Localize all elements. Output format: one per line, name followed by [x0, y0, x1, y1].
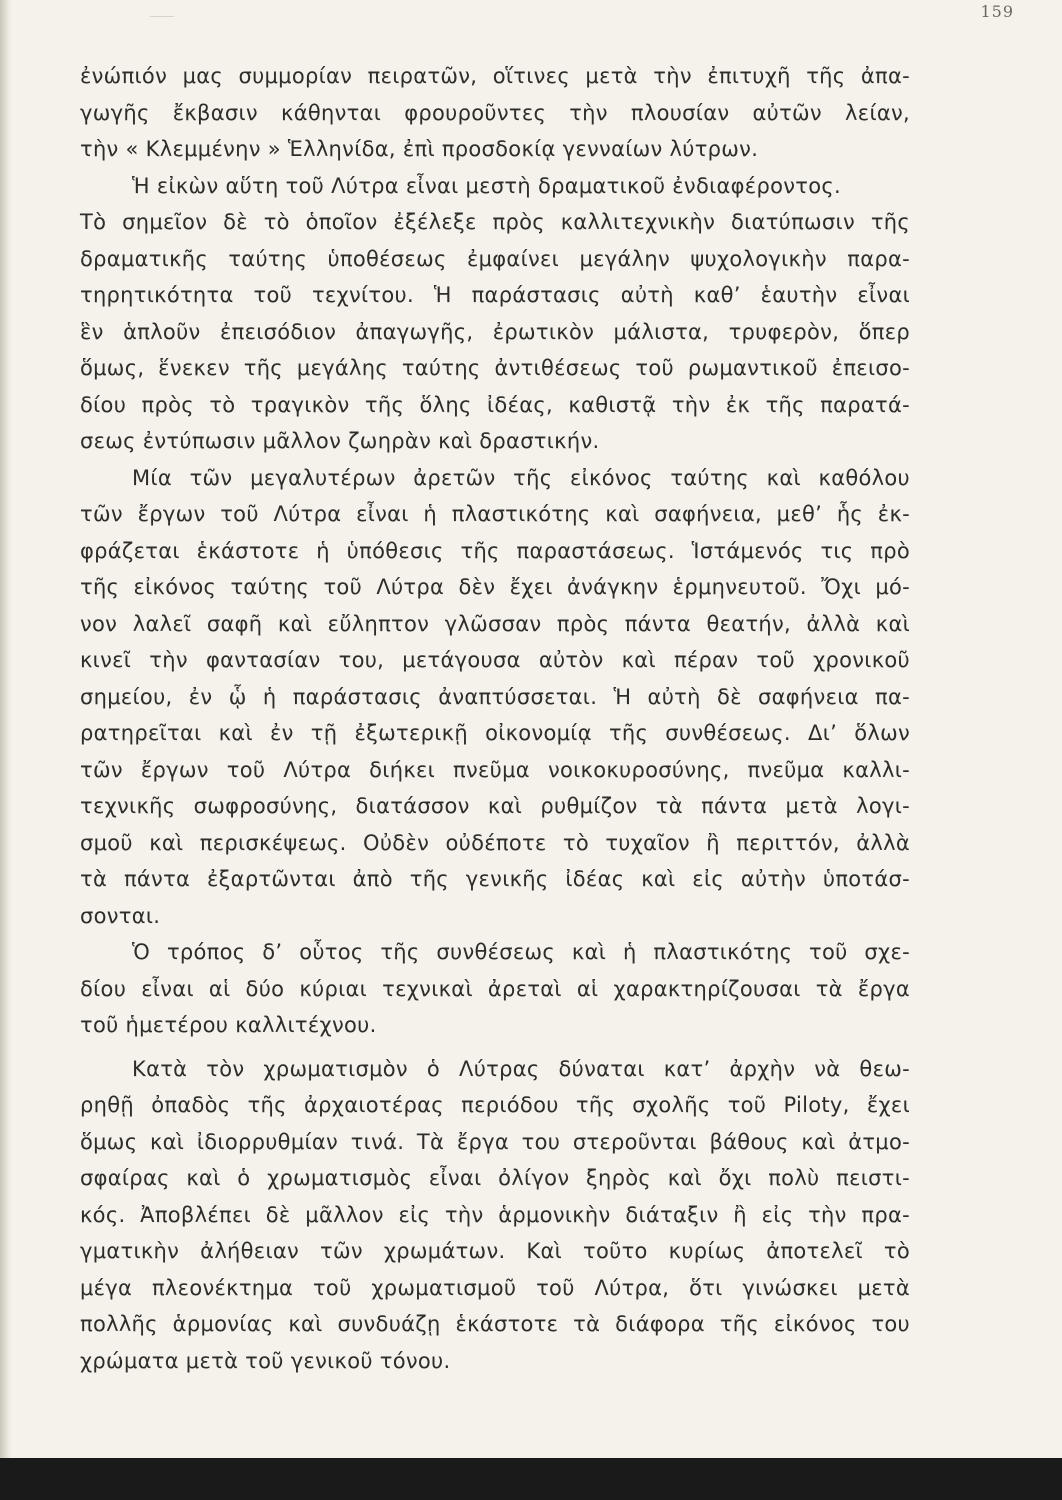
text-body	[80, 58, 910, 1379]
text-line: τὴν « Κλεμμένην » Ἑλληνίδα, ἐπὶ προσδοκίᾳ γενναίων λύτρων.	[80, 137, 759, 161]
text-line: χρώματα μετὰ τοῦ γενικοῦ τόνου.	[80, 1348, 451, 1373]
text-line: ὅμως, ἕνεκεν τῆς μεγάλης ταύτης ἀντιθέσεως τοῦ ρωμαντικοῦ ἐπεισο-	[80, 356, 910, 380]
text-line: πολλῆς ἁρμονίας καὶ συνδυάζῃ ἑκάστοτε τὰ διάφορα τῆς εἰκόνος του	[80, 1312, 910, 1336]
paragraph-2	[80, 168, 910, 460]
text-line: ὅμως καὶ ἰδιορρυθμίαν τινά. Τὰ ἔργα του στεροῦνται βάθους καὶ ἀτμο-	[80, 1129, 910, 1154]
text-line: ἓν ἁπλοῦν ἐπεισόδιον ἀπαγωγῆς, ἐρωτικὸν μάλιστα, τρυφερὸν, ὅπερ	[80, 319, 910, 344]
text-line: σεως ἐντύπωσιν μᾶλλον ζωηρὰν καὶ δραστικήν.	[80, 429, 600, 453]
text-line: ρατηρεῖται καὶ ἐν τῇ ἐξωτερικῇ οἰκονομίᾳ τῆς συνθέσεως. Δι’ ὅλων	[80, 721, 910, 745]
text-line: Ἡ εἰκὼν αὕτη τοῦ Λύτρα εἶναι μεστὴ δραματικοῦ ἐνδιαφέροντος.	[132, 173, 841, 198]
text-line: μέγα πλεονέκτημα τοῦ χρωματισμοῦ τοῦ Λύτρα, ὅτι γινώσκει μετὰ	[80, 1275, 910, 1300]
text-line: τεχνικῆς σωφροσύνης, διατάσσον καὶ ρυθμίζον τὰ πάντα μετὰ λογι-	[80, 794, 910, 818]
page-number: 159	[980, 2, 1014, 21]
text-line: τῆς εἰκόνος ταύτης τοῦ Λύτρα δὲν ἔχει ἀνάγκην ἑρμηνευτοῦ. Ὄχι μό-	[80, 575, 910, 599]
text-line: τῶν ἔργων τοῦ Λύτρα διήκει πνεῦμα νοικοκυροσύνης, πνεῦμα καλλι-	[80, 757, 910, 782]
scan-bottom-bar	[0, 1458, 1062, 1500]
text-line: δίου πρὸς τὸ τραγικὸν τῆς ὅλης ἰδέας, καθιστᾷ τὴν ἐκ τῆς παρατά-	[80, 392, 910, 417]
text-line: σημείου, ἐν ᾧ ἡ παράστασις ἀναπτύσσεται. Ἡ αὐτὴ δὲ σαφήνεια πα-	[80, 684, 910, 709]
paragraph-1	[80, 58, 910, 168]
text-line: νον λαλεῖ σαφῆ καὶ εὔληπτον γλῶσσαν πρὸς πάντα θεατήν, ἀλλὰ καὶ	[80, 611, 910, 636]
text-line: κινεῖ τὴν φαντασίαν του, μετάγουσα αὐτὸν καὶ πέραν τοῦ χρονικοῦ	[80, 648, 910, 672]
page-edge-shadow	[0, 0, 12, 1458]
text-line: Κατὰ τὸν χρωματισμὸν ὁ Λύτρας δύναται κατ’ ἀρχὴν νὰ θεω-	[132, 1056, 910, 1081]
text-line: σφαίρας καὶ ὁ χρωματισμὸς εἶναι ὀλίγον ξηρὸς καὶ ὄχι πολὺ πειστι-	[80, 1166, 910, 1190]
paragraph-5	[80, 1051, 910, 1380]
paragraph-4	[80, 934, 910, 1044]
text-line: δραματικῆς ταύτης ὑποθέσεως ἐμφαίνει μεγάλην ψυχολογικὴν παρα-	[80, 246, 910, 271]
text-line: ἐνώπιόν μας συμμορίαν πειρατῶν, οἵτινες μετὰ τὴν ἐπιτυχῆ τῆς ἀπα-	[80, 64, 910, 88]
text-line: φράζεται ἑκάστοτε ἡ ὑπόθεσις τῆς παραστάσεως. Ἱστάμενός τις πρὸ	[80, 538, 910, 563]
paragraph-3	[80, 460, 910, 935]
text-line: γωγῆς ἔκβασιν κάθηνται φρουροῦντες τὴν πλουσίαν αὐτῶν λείαν,	[80, 100, 910, 125]
text-line: Τὸ σημεῖον δὲ τὸ ὁποῖον ἐξέλεξε πρὸς καλλιτεχνικὴν διατύπωσιν τῆς	[80, 210, 910, 234]
text-line: δίου εἶναι αἱ δύο κύριαι τεχνικαὶ ἀρεταὶ αἱ χαρακτηρίζουσαι τὰ ἔργα	[80, 976, 910, 1001]
text-line: ρηθῇ ὀπαδὸς τῆς ἀρχαιοτέρας περιόδου τῆς σχολῆς τοῦ Piloty, ἔχει	[80, 1093, 910, 1117]
text-line: Μία τῶν μεγαλυτέρων ἀρετῶν τῆς εἰκόνος ταύτης καὶ καθόλου	[132, 465, 910, 490]
top-mark	[150, 16, 174, 17]
text-line: κός. Ἀποβλέπει δὲ μᾶλλον εἰς τὴν ἁρμονικὴν διάταξιν ἢ εἰς τὴν πρα-	[80, 1202, 910, 1227]
text-line: Ὁ τρόπος δ’ οὗτος τῆς συνθέσεως καὶ ἡ πλαστικότης τοῦ σχε-	[132, 940, 910, 964]
text-line: σμοῦ καὶ περισκέψεως. Οὐδὲν οὐδέποτε τὸ τυχαῖον ἢ περιττόν, ἀλλὰ	[80, 830, 910, 855]
text-line: τῶν ἔργων τοῦ Λύτρα εἶναι ἡ πλαστικότης καὶ σαφήνεια, μεθ’ ἧς ἐκ-	[80, 502, 910, 526]
text-line: σονται.	[80, 903, 161, 928]
text-line: γματικὴν ἀλήθειαν τῶν χρωμάτων. Καὶ τοῦτο κυρίως ἀποτελεῖ τὸ	[80, 1239, 910, 1263]
text-line: τηρητικότητα τοῦ τεχνίτου. Ἡ παράστασις αὐτὴ καθ’ ἑαυτὴν εἶναι	[80, 283, 910, 307]
text-line: τὰ πάντα ἐξαρτῶνται ἀπὸ τῆς γενικῆς ἰδέας καὶ εἰς αὐτὴν ὑποτάσ-	[80, 867, 910, 891]
paragraph-gap	[80, 1044, 910, 1051]
text-line: τοῦ ἡμετέρου καλλιτέχνου.	[80, 1013, 377, 1037]
